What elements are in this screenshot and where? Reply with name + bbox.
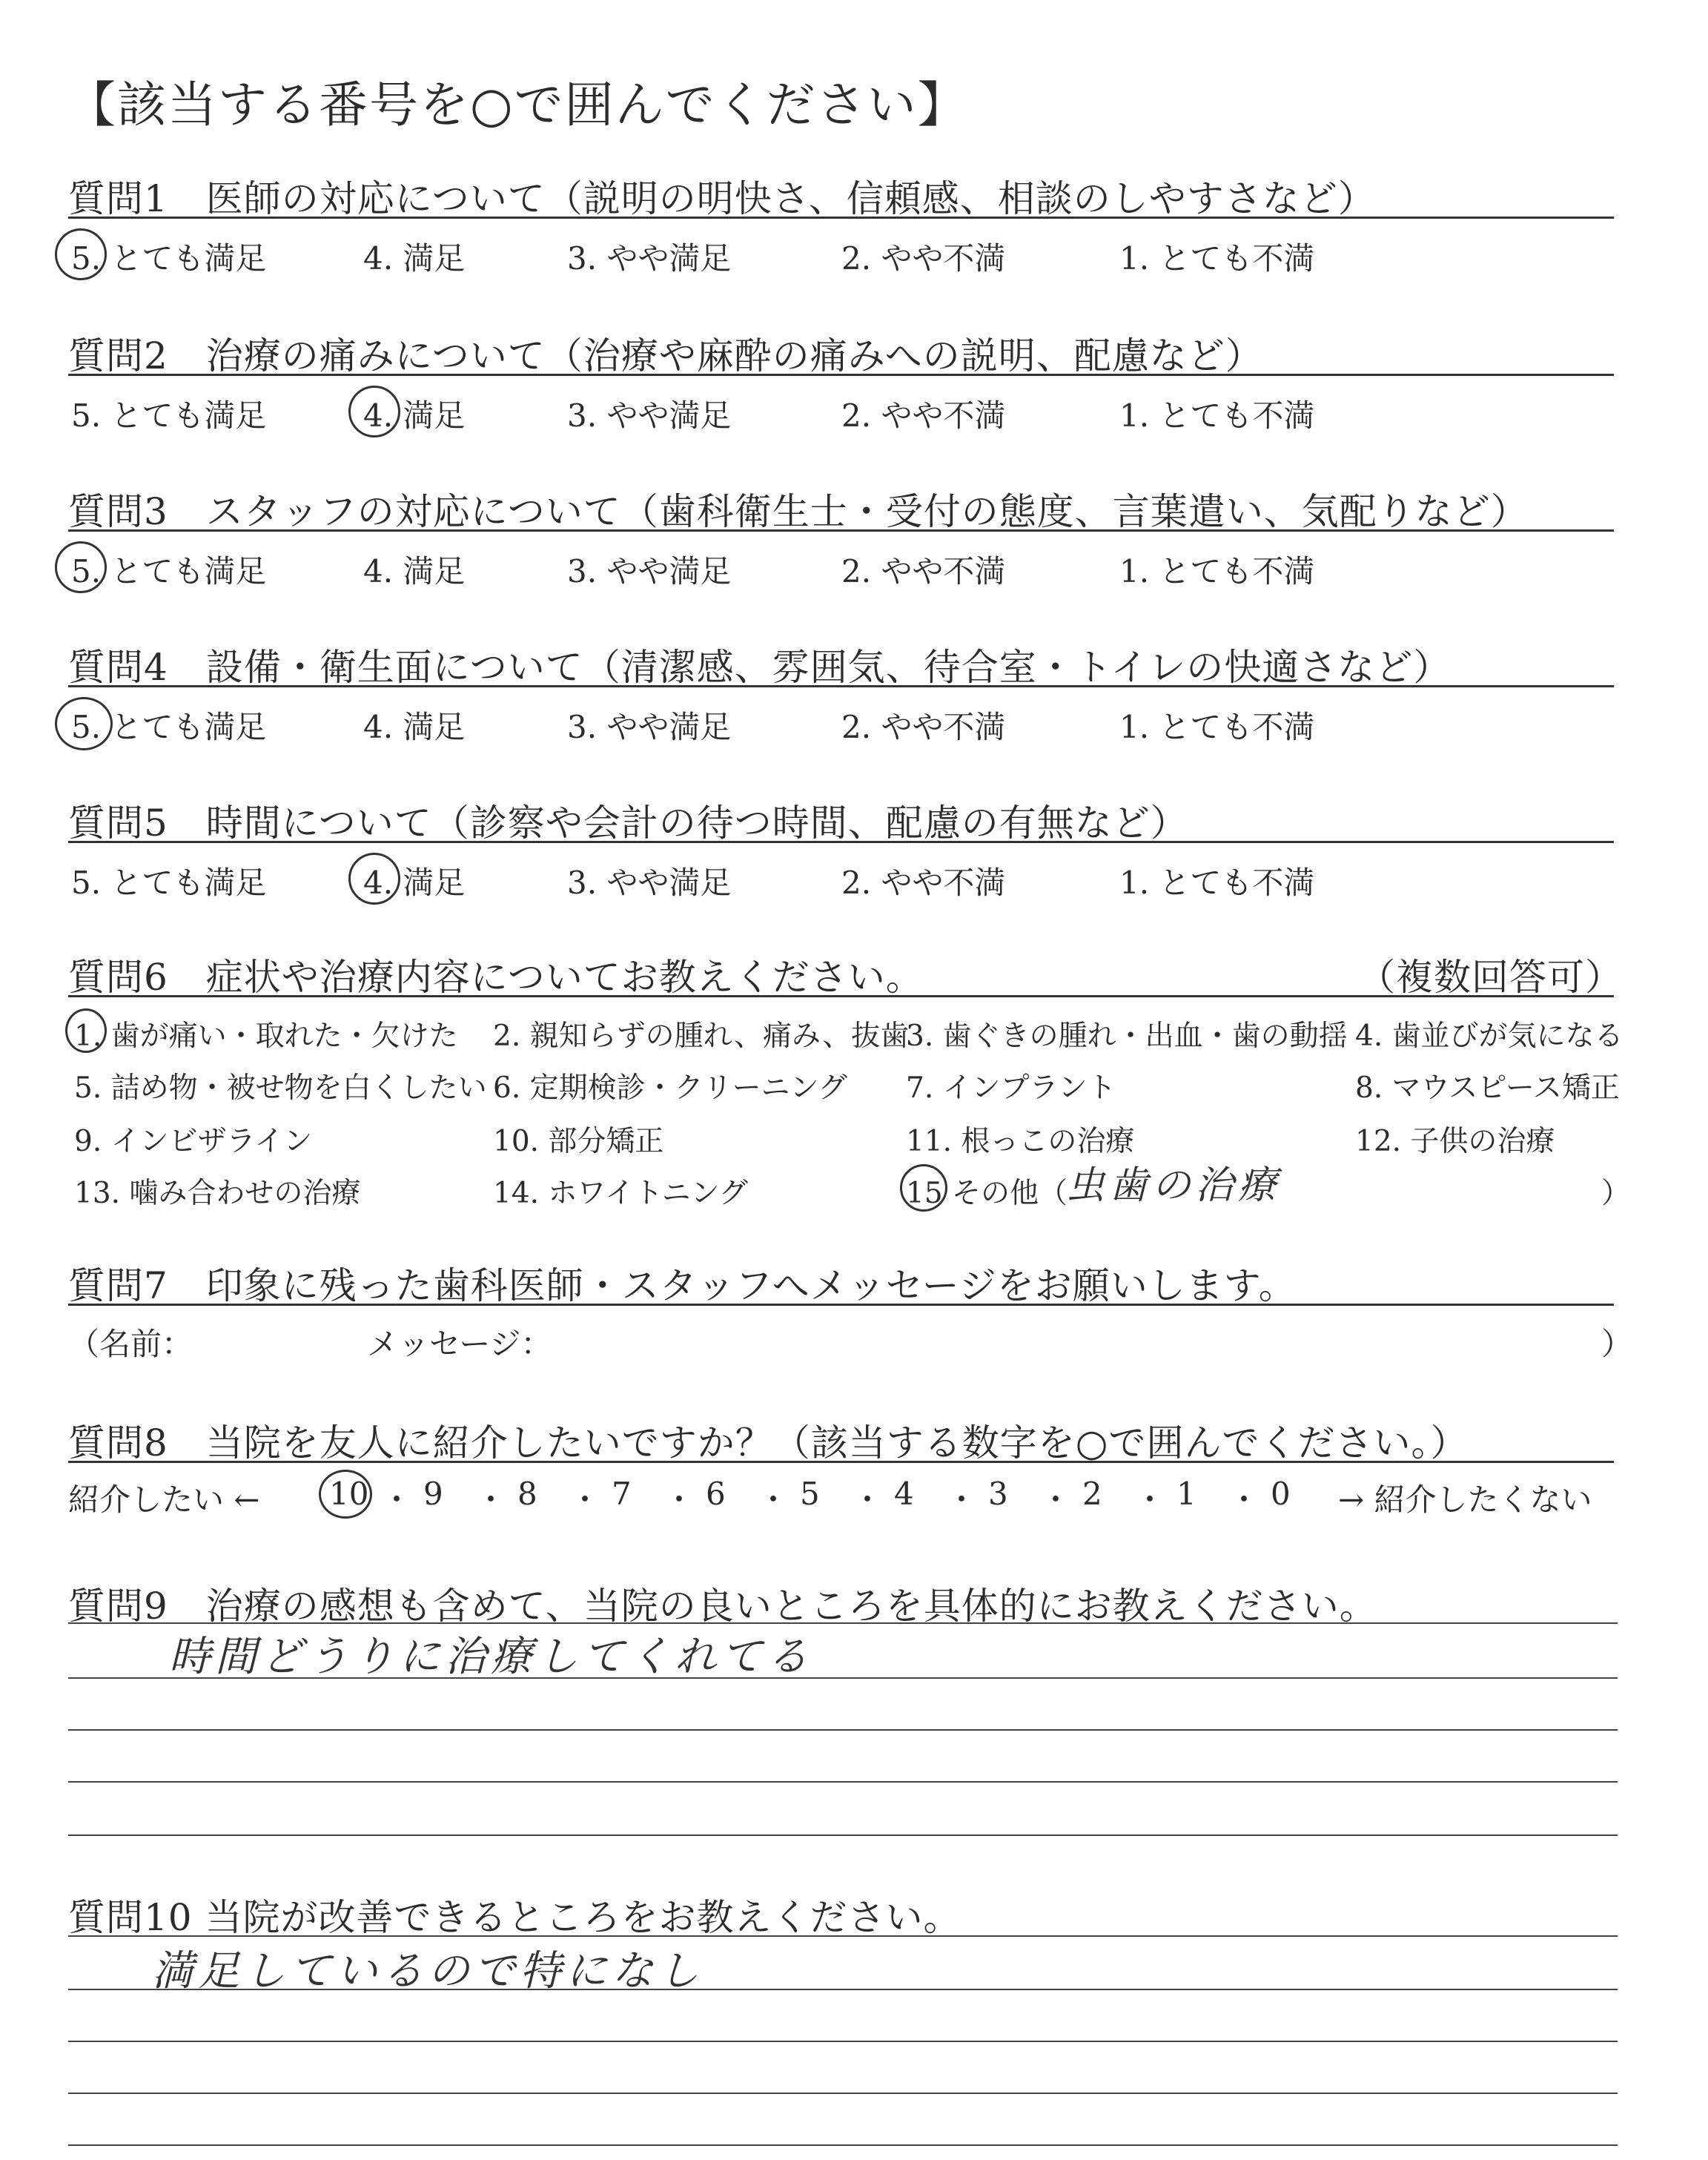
q5-underline (68, 841, 1614, 843)
q2-option-2[interactable]: 2. やや不満 (841, 397, 1006, 434)
q3-selection-circle (55, 541, 107, 593)
q6-item-2[interactable]: 2. 親知らずの腫れ、痛み、抜歯 (493, 1020, 910, 1053)
q3-option-5[interactable]: 5. とても満足 (71, 553, 267, 589)
q3-option-3[interactable]: 3. やや満足 (567, 553, 732, 589)
q7-close-paren: ） (1601, 1326, 1633, 1362)
q1-underline (68, 217, 1614, 219)
q8-selection-circle (319, 1470, 372, 1519)
q8-right-label: → 紹介したくない (1338, 1482, 1592, 1518)
q2-option-5[interactable]: 5. とても満足 (71, 397, 267, 434)
q2-option-1[interactable]: 1. とても不満 (1119, 397, 1315, 434)
q8-separator-dot: ・ (1228, 1482, 1260, 1518)
q8-rating-0[interactable]: 0 (1271, 1476, 1291, 1512)
q6-selection-circle-15 (900, 1164, 947, 1212)
q10-line-1 (68, 1935, 1618, 1937)
q6-underline (68, 995, 1614, 997)
q9-title: 質問9 治療の感想も含めて、当院の良いところを具体的にお教えください。 (68, 1585, 1377, 1628)
q5-option-5[interactable]: 5. とても満足 (71, 865, 267, 901)
q6-item-9[interactable]: 9. インビザライン (74, 1125, 313, 1158)
q9-line-5 (68, 1834, 1618, 1836)
q4-title: 質問4 設備・衛生面について（清潔感、雰囲気、待合室・トイレの快適さなど） (68, 646, 1452, 689)
q8-title: 質問8 当院を友人に紹介したいですか？（該当する数字を○で囲んでください。） (68, 1421, 1469, 1464)
q9-line-4 (68, 1781, 1618, 1783)
q8-rating-1[interactable]: 1 (1176, 1476, 1196, 1512)
q1-option-5[interactable]: 5. とても満足 (71, 240, 267, 277)
q6-multiple-note: （複数回答可） (1358, 956, 1623, 999)
q8-left-label: 紹介したい ← (68, 1482, 260, 1518)
q8-separator-dot: ・ (946, 1482, 978, 1518)
q8-separator-dot: ・ (475, 1482, 507, 1518)
q6-item-14[interactable]: 14. ホワイトニング (493, 1177, 748, 1210)
q7-message-label: メッセージ： (367, 1326, 552, 1362)
q10-line-2 (68, 1989, 1618, 1990)
q5-option-2[interactable]: 2. やや不満 (841, 865, 1006, 901)
q6-item-8[interactable]: 8. マウスピース矯正 (1355, 1071, 1620, 1105)
q4-option-4[interactable]: 4. 満足 (363, 709, 466, 745)
q8-rating-4[interactable]: 4 (894, 1476, 914, 1512)
q9-answer-handwritten: 時間どうりに治療してくれてる (169, 1633, 812, 1681)
q10-answer-handwritten: 満足しているので特になし (152, 1947, 704, 1995)
q6-other-handwritten: 虫歯の治療 (1066, 1163, 1282, 1208)
q6-item-1[interactable]: 1. 歯が痛い・取れた・欠けた (74, 1020, 458, 1053)
q8-rating-8[interactable]: 8 (517, 1476, 537, 1512)
q5-title: 質問5 時間について（診察や会計の待つ時間、配慮の有無など） (68, 802, 1188, 845)
q2-title: 質問2 治療の痛みについて（治療や麻酔の痛みへの説明、配慮など） (68, 334, 1263, 377)
q1-selection-circle (55, 228, 107, 280)
q8-separator-dot: ・ (1040, 1482, 1072, 1518)
q8-rating-2[interactable]: 2 (1082, 1476, 1102, 1512)
q6-selection-circle-1 (65, 1008, 107, 1053)
q1-option-2[interactable]: 2. やや不満 (841, 240, 1006, 277)
q7-title: 質問7 印象に残った歯科医師・スタッフへメッセージをお願いします。 (68, 1264, 1297, 1307)
q4-underline (68, 685, 1614, 687)
q4-selection-circle (55, 697, 113, 750)
q1-option-3[interactable]: 3. やや満足 (567, 240, 732, 277)
q5-option-1[interactable]: 1. とても不満 (1119, 865, 1315, 901)
q1-option-1[interactable]: 1. とても不満 (1119, 240, 1315, 277)
q5-option-4[interactable]: 4. 満足 (363, 865, 466, 901)
q8-separator-dot: ・ (569, 1482, 601, 1518)
q2-underline (68, 374, 1614, 376)
q1-option-4[interactable]: 4. 満足 (363, 240, 466, 277)
q10-title: 質問10 当院が改善できるところをお教えください。 (68, 1896, 961, 1939)
q6-item-11[interactable]: 11. 根っこの治療 (906, 1125, 1135, 1158)
q6-item-6[interactable]: 6. 定期検診・クリーニング (493, 1071, 847, 1105)
q6-item-15[interactable]: 15 その他（ (906, 1177, 1068, 1210)
q7-underline (68, 1304, 1614, 1306)
q3-title: 質問3 スタッフの対応について（歯科衛生士・受付の態度、言葉遣い、気配りなど） (68, 490, 1529, 533)
q4-option-5[interactable]: 5. とても満足 (71, 709, 267, 745)
q8-rating-6[interactable]: 6 (706, 1476, 726, 1512)
q8-rating-5[interactable]: 5 (800, 1476, 820, 1512)
q6-title: 質問6 症状や治療内容についてお教えください。 (68, 956, 924, 999)
q6-item-3[interactable]: 3. 歯ぐきの腫れ・出血・歯の動揺 (906, 1020, 1348, 1053)
q7-name-label: （名前： (68, 1326, 193, 1362)
q1-title: 質問1 医師の対応について（説明の明快さ、信頼感、相談のしやすさなど） (68, 177, 1376, 220)
q3-option-2[interactable]: 2. やや不満 (841, 553, 1006, 589)
q2-option-3[interactable]: 3. やや満足 (567, 397, 732, 434)
q8-rating-9[interactable]: 9 (423, 1476, 443, 1512)
q8-rating-3[interactable]: 3 (988, 1476, 1008, 1512)
q5-option-3[interactable]: 3. やや満足 (567, 865, 732, 901)
q6-item-5[interactable]: 5. 詰め物・被せ物を白くしたい (74, 1071, 487, 1105)
q4-option-2[interactable]: 2. やや不満 (841, 709, 1006, 745)
q8-rating-7[interactable]: 7 (612, 1476, 632, 1512)
q6-other-close-paren: ） (1601, 1177, 1631, 1210)
q4-option-1[interactable]: 1. とても不満 (1119, 709, 1315, 745)
q6-item-4[interactable]: 4. 歯並びが気になる (1355, 1020, 1623, 1053)
q6-item-7[interactable]: 7. インプラント (906, 1071, 1116, 1105)
q8-separator-dot: ・ (663, 1482, 695, 1518)
q3-option-1[interactable]: 1. とても不満 (1119, 553, 1315, 589)
q9-line-2 (68, 1677, 1618, 1679)
q8-rating-10[interactable]: 10 (329, 1476, 369, 1512)
q10-line-3 (68, 2041, 1618, 2042)
q8-separator-dot: ・ (852, 1482, 884, 1518)
q9-line-3 (68, 1729, 1618, 1731)
q8-separator-dot: ・ (381, 1482, 413, 1518)
q10-line-5 (68, 2144, 1618, 2146)
q3-option-4[interactable]: 4. 満足 (363, 553, 466, 589)
q10-line-4 (68, 2093, 1618, 2094)
form-header: 【該当する番号を○で囲んでください】 (67, 76, 968, 133)
q8-separator-dot: ・ (758, 1482, 790, 1518)
q2-selection-circle (348, 386, 400, 437)
q6-item-13[interactable]: 13. 噛み合わせの治療 (74, 1177, 361, 1210)
q6-item-12[interactable]: 12. 子供の治療 (1355, 1125, 1555, 1158)
q8-underline (68, 1461, 1614, 1463)
q5-selection-circle (348, 853, 400, 905)
q6-item-10[interactable]: 10. 部分矯正 (493, 1125, 664, 1158)
q8-separator-dot: ・ (1134, 1482, 1166, 1518)
q2-option-4[interactable]: 4. 満足 (363, 397, 466, 434)
q3-underline (68, 529, 1614, 532)
q4-option-3[interactable]: 3. やや満足 (567, 709, 732, 745)
